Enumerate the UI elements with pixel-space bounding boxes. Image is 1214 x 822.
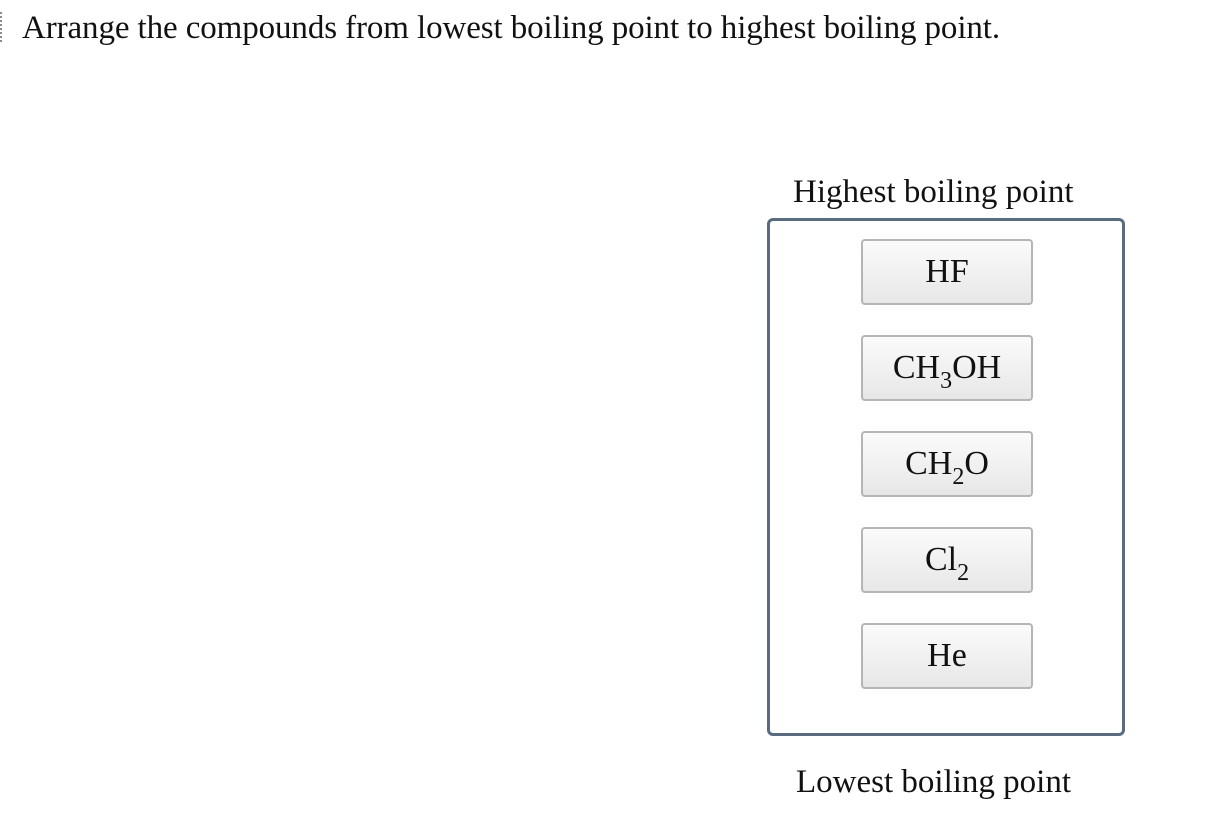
compound-tile-ch2o[interactable] (861, 431, 1033, 497)
highest-boiling-point-label: Highest boiling point (793, 174, 1074, 210)
compound-label: $CH_3OH$ (892, 349, 1002, 394)
compound-tile-ch3oh[interactable] (861, 335, 1033, 401)
compound-tile-cl2[interactable] (861, 527, 1033, 593)
left-edge-marker (0, 12, 3, 42)
compound-label: He (927, 637, 967, 674)
compound-tile-hf[interactable] (861, 239, 1033, 305)
compound-label: HF (925, 253, 969, 290)
lowest-boiling-point-label: Lowest boiling point (796, 764, 1071, 800)
ranking-drop-zone[interactable] (767, 218, 1125, 736)
compound-label: $CH_2O$ (905, 445, 989, 490)
question-text: Arrange the compounds from lowest boiling point to highest boiling point. (22, 10, 1001, 46)
compound-label: $Cl_2$ (924, 541, 970, 586)
compound-tile-he[interactable] (861, 623, 1033, 689)
